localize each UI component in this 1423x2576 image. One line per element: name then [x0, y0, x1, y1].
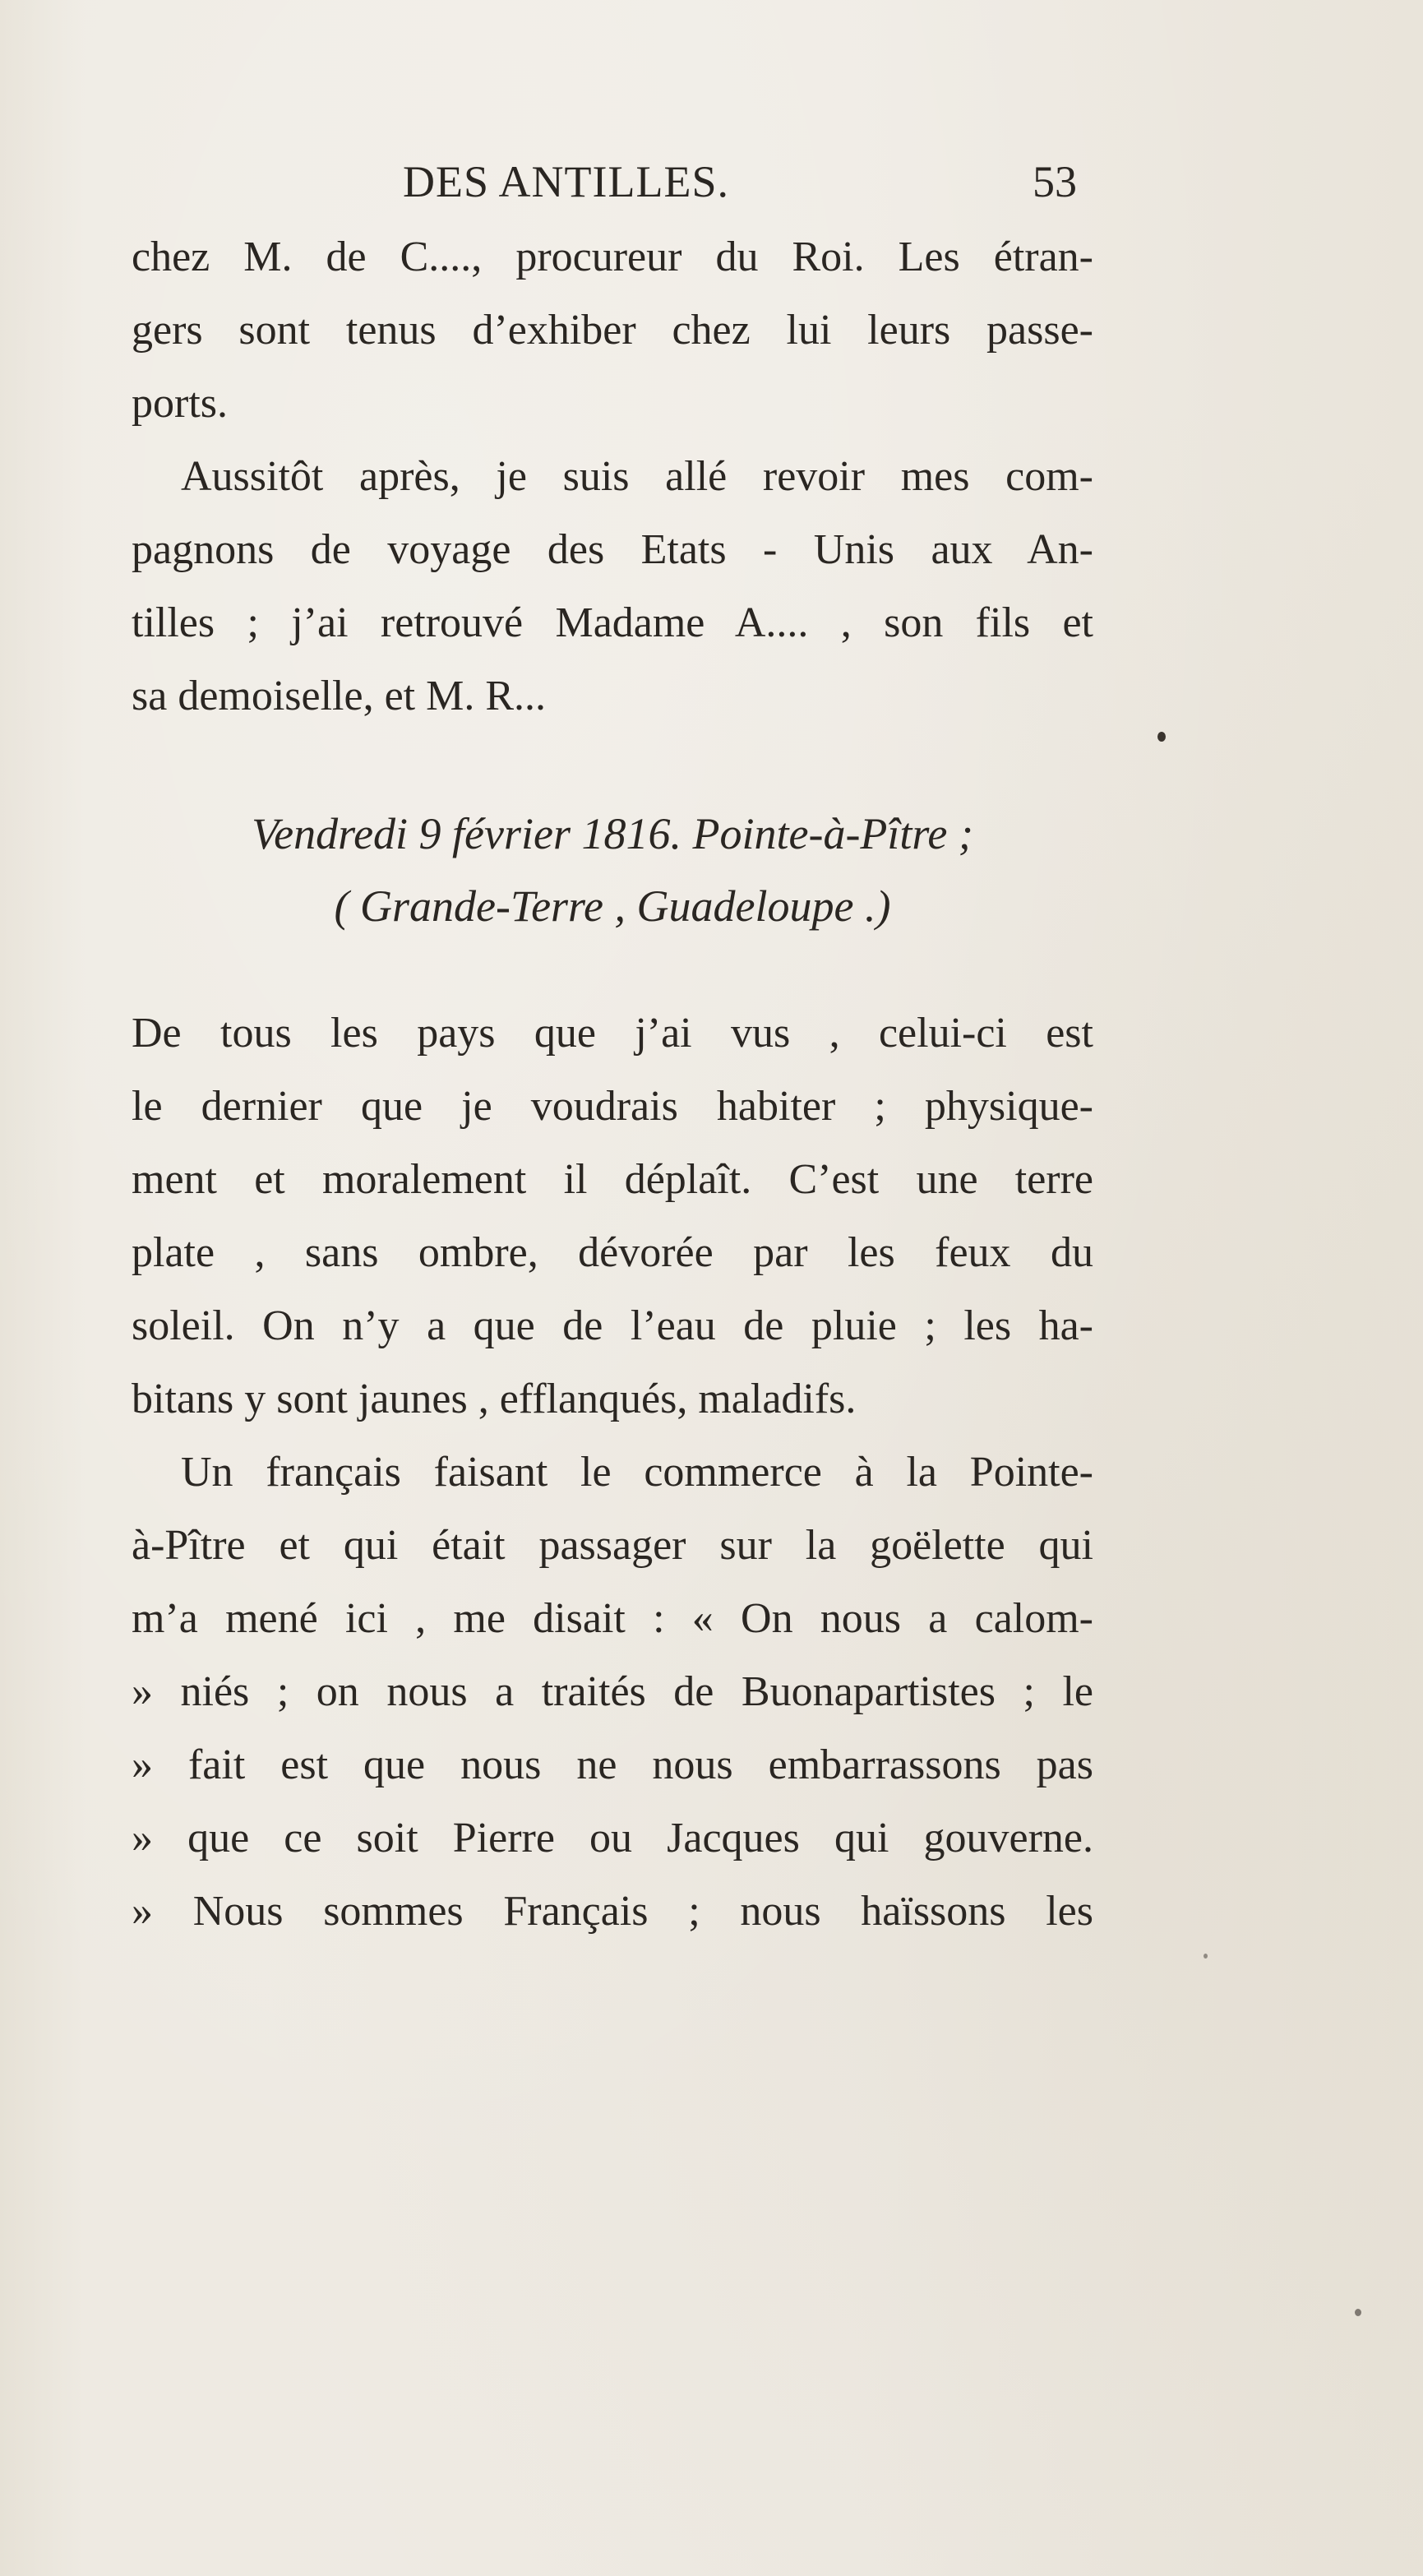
- heading-line: ( Grande-Terre , Guadeloupe .): [334, 881, 891, 931]
- paragraph-4: [132, 1436, 1093, 1948]
- text-line: soleil. On n’y a que de l’eau de pluie ; les ha-: [132, 1302, 1093, 1349]
- text-line: pagnons de voyage des Etats - Unis aux An-: [132, 526, 1093, 573]
- text-line: ports.: [132, 380, 228, 427]
- ink-speck: [1157, 732, 1166, 742]
- text-line: le dernier que je voudrais habiter ; physique-: [132, 1083, 1093, 1130]
- text-line: Un français faisant le commerce à la Pointe-: [181, 1449, 1093, 1496]
- text-line: sa demoiselle, et M. R...: [132, 673, 547, 719]
- text-line: tilles ; j’ai retrouvé Madame A.... , son fils et: [132, 599, 1093, 646]
- text-line: Aussitôt après, je suis allé revoir mes com-: [181, 453, 1093, 500]
- text-line: » Nous sommes Français ; nous haïssons les: [132, 1888, 1093, 1935]
- text-line: m’a mené ici , me disait : « On nous a calom-: [132, 1595, 1093, 1642]
- page-number: 53: [1033, 157, 1077, 206]
- text-line: chez M. de C...., procureur du Roi. Les étran-: [132, 234, 1093, 280]
- text-line: à-Pître et qui était passager sur la goëlette qui: [132, 1522, 1093, 1569]
- text-line: ment et moralement il déplaît. C’est une terre: [132, 1156, 1093, 1203]
- text-line: gers sont tenus d’exhiber chez lui leurs passe-: [132, 307, 1093, 354]
- ink-speck: [1355, 2309, 1361, 2316]
- text-line: plate , sans ombre, dévorée par les feux du: [132, 1229, 1093, 1276]
- ink-speck: [1204, 1954, 1208, 1959]
- paragraph-3: [132, 997, 1093, 1436]
- running-head: [132, 156, 1077, 214]
- text-line: » fait est que nous ne nous embarrassons pas: [132, 1741, 1093, 1788]
- text-block-bottom: [132, 997, 1093, 1948]
- text-line: bitans y sont jaunes , efflanqués, maladifs.: [132, 1376, 857, 1422]
- running-title: DES ANTILLES.: [403, 157, 729, 206]
- heading-line: Vendredi 9 février 1816. Pointe-à-Pître ;: [252, 809, 973, 858]
- date-heading: [132, 798, 1093, 942]
- paragraph-2: [132, 440, 1093, 733]
- paragraph-1: [132, 220, 1093, 440]
- text-line: De tous les pays que j’ai vus , celui-ci est: [132, 1010, 1093, 1057]
- text-block-top: [132, 220, 1093, 733]
- text-line: » niés ; on nous a traités de Buonapartistes ; le: [132, 1668, 1093, 1715]
- text-line: » que ce soit Pierre ou Jacques qui gouverne.: [132, 1815, 1093, 1861]
